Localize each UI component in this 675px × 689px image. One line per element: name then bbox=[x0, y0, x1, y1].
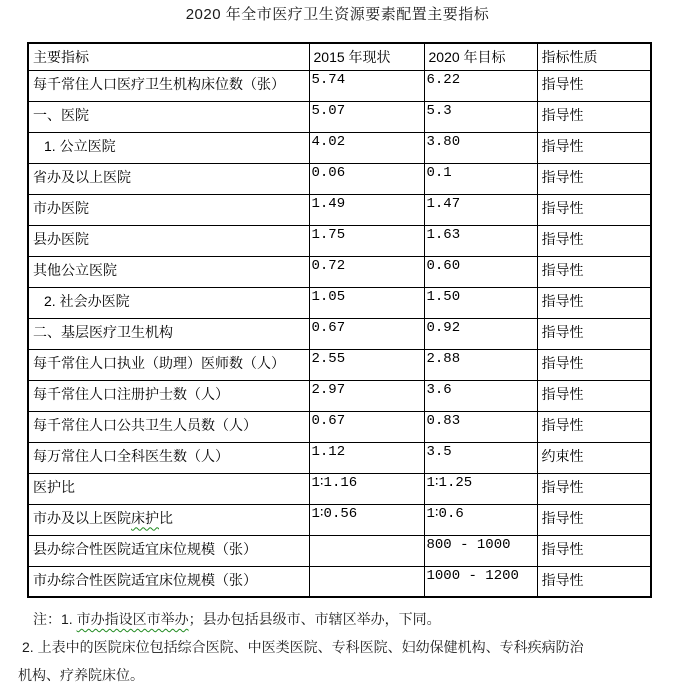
value-2020-cell: 0.92 bbox=[424, 318, 537, 349]
nature-cell: 指导性 bbox=[537, 318, 651, 349]
value-2015-cell: 1.12 bbox=[309, 442, 424, 473]
nature-cell: 约束性 bbox=[537, 442, 651, 473]
value-2015-cell bbox=[309, 566, 424, 597]
indicator-cell: 每千常住人口注册护士数（人） bbox=[28, 380, 309, 411]
nature-cell: 指导性 bbox=[537, 287, 651, 318]
table-row bbox=[28, 287, 651, 318]
indicator-cell: 2. 社会办医院 bbox=[28, 287, 309, 318]
indicator-text: 比 bbox=[159, 509, 173, 526]
value-2020-cell: 1∶1.25 bbox=[424, 473, 537, 504]
table-row bbox=[28, 349, 651, 380]
value-2015-cell: 0.06 bbox=[309, 163, 424, 194]
value-2020-cell: 3.80 bbox=[424, 132, 537, 163]
value-2020-cell: 3.5 bbox=[424, 442, 537, 473]
col-header-2015: 2015 年现状 bbox=[309, 43, 424, 70]
value-2015-cell bbox=[309, 535, 424, 566]
nature-cell: 指导性 bbox=[537, 70, 651, 101]
table-notes bbox=[0, 605, 675, 689]
nature-cell: 指导性 bbox=[537, 101, 651, 132]
value-2015-cell: 5.07 bbox=[309, 101, 424, 132]
nature-cell: 指导性 bbox=[537, 411, 651, 442]
value-2015-cell: 0.67 bbox=[309, 411, 424, 442]
table-row bbox=[28, 566, 651, 597]
nature-cell: 指导性 bbox=[537, 566, 651, 597]
note-line-1 bbox=[0, 605, 675, 633]
value-2015-cell: 2.97 bbox=[309, 380, 424, 411]
nature-cell: 指导性 bbox=[537, 504, 651, 535]
document-title: 2020 年全市医疗卫生资源要素配置主要指标 bbox=[185, 6, 490, 23]
col-header-2020: 2020 年目标 bbox=[424, 43, 537, 70]
note-line-3: 机构、疗养院床位。 bbox=[18, 667, 144, 683]
col-header-nature: 指标性质 bbox=[537, 43, 651, 70]
value-2020-cell: 1.47 bbox=[424, 194, 537, 225]
note-text: ；县办包括县级市、市辖区举办，下同。 bbox=[188, 611, 441, 627]
table-row bbox=[28, 411, 651, 442]
table-row bbox=[28, 256, 651, 287]
table-row bbox=[28, 101, 651, 132]
table-row bbox=[28, 504, 651, 535]
nature-cell: 指导性 bbox=[537, 132, 651, 163]
indicator-cell: 医护比 bbox=[28, 473, 309, 504]
nature-cell: 指导性 bbox=[537, 473, 651, 504]
value-2020-cell: 800 - 1000 bbox=[424, 535, 537, 566]
table-row bbox=[28, 380, 651, 411]
table-row bbox=[28, 473, 651, 504]
col-header-indicator: 主要指标 bbox=[28, 43, 309, 70]
value-2015-cell: 1∶0.56 bbox=[309, 504, 424, 535]
value-2020-cell: 0.1 bbox=[424, 163, 537, 194]
value-2020-cell: 3.6 bbox=[424, 380, 537, 411]
indicator-cell: 其他公立医院 bbox=[28, 256, 309, 287]
nature-cell: 指导性 bbox=[537, 225, 651, 256]
table-row bbox=[28, 318, 651, 349]
indicator-cell: 1. 公立医院 bbox=[28, 132, 309, 163]
indicator-cell: 省办及以上医院 bbox=[28, 163, 309, 194]
value-2015-cell: 1∶1.16 bbox=[309, 473, 424, 504]
table-row bbox=[28, 70, 651, 101]
value-2020-cell: 0.83 bbox=[424, 411, 537, 442]
value-2015-cell: 1.75 bbox=[309, 225, 424, 256]
table-row bbox=[28, 163, 651, 194]
nature-cell: 指导性 bbox=[537, 380, 651, 411]
value-2020-cell: 1∶0.6 bbox=[424, 504, 537, 535]
value-2015-cell: 2.55 bbox=[309, 349, 424, 380]
table-row bbox=[28, 194, 651, 225]
nature-cell: 指导性 bbox=[537, 535, 651, 566]
nature-cell: 指导性 bbox=[537, 163, 651, 194]
table-row bbox=[28, 225, 651, 256]
value-2020-cell: 1.50 bbox=[424, 287, 537, 318]
indicator-cell: 县办医院 bbox=[28, 225, 309, 256]
indicator-cell: 每千常住人口医疗卫生机构床位数（张） bbox=[28, 70, 309, 101]
indicator-cell: 市办医院 bbox=[28, 194, 309, 225]
value-2020-cell: 2.88 bbox=[424, 349, 537, 380]
indicator-text: 市办及以上医院 bbox=[33, 509, 131, 526]
value-2015-cell: 4.02 bbox=[309, 132, 424, 163]
spellcheck-underline: 市办指设区市举办 bbox=[76, 611, 189, 627]
note-text: 注：1. bbox=[33, 611, 77, 627]
indicator-cell bbox=[28, 504, 309, 535]
indicator-cell: 二、基层医疗卫生机构 bbox=[28, 318, 309, 349]
indicator-cell: 一、医院 bbox=[28, 101, 309, 132]
indicators-table bbox=[27, 42, 652, 598]
indicator-cell: 每万常住人口全科医生数（人） bbox=[28, 442, 309, 473]
value-2020-cell: 0.60 bbox=[424, 256, 537, 287]
nature-cell: 指导性 bbox=[537, 349, 651, 380]
table-row bbox=[28, 442, 651, 473]
table-header-row bbox=[28, 43, 651, 70]
value-2015-cell: 0.72 bbox=[309, 256, 424, 287]
value-2015-cell: 1.05 bbox=[309, 287, 424, 318]
indicator-cell: 市办综合性医院适宜床位规模（张） bbox=[28, 566, 309, 597]
value-2015-cell: 0.67 bbox=[309, 318, 424, 349]
value-2015-cell: 1.49 bbox=[309, 194, 424, 225]
spellcheck-underline: 床护 bbox=[131, 509, 159, 526]
indicator-cell: 每千常住人口执业（助理）医师数（人） bbox=[28, 349, 309, 380]
value-2020-cell: 6.22 bbox=[424, 70, 537, 101]
nature-cell: 指导性 bbox=[537, 194, 651, 225]
value-2020-cell: 1.63 bbox=[424, 225, 537, 256]
value-2020-cell: 5.3 bbox=[424, 101, 537, 132]
table-row bbox=[28, 535, 651, 566]
indicator-cell: 县办综合性医院适宜床位规模（张） bbox=[28, 535, 309, 566]
value-2015-cell: 5.74 bbox=[309, 70, 424, 101]
indicator-cell: 每千常住人口公共卫生人员数（人） bbox=[28, 411, 309, 442]
note-line-2: 2. 上表中的医院床位包括综合医院、中医类医院、专科医院、妇幼保健机构、专科疾病防治 bbox=[22, 639, 584, 655]
nature-cell: 指导性 bbox=[537, 256, 651, 287]
table-row bbox=[28, 132, 651, 163]
value-2020-cell: 1000 - 1200 bbox=[424, 566, 537, 597]
